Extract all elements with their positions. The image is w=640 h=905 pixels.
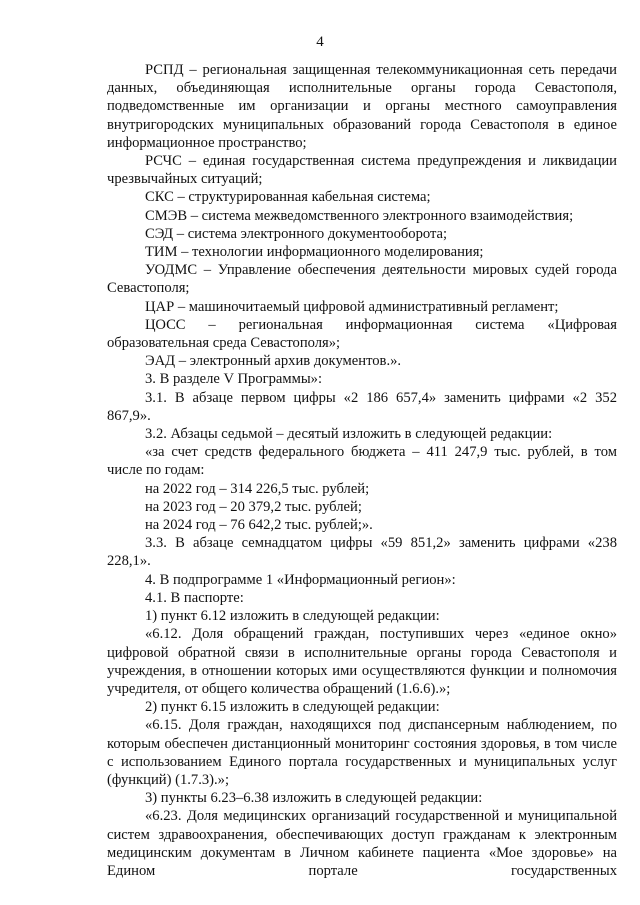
paragraph: РСПД – региональная защищенная телекоммуникационная сеть передачи данных, объединяющая исполнительные органы города Севастополя, подведомственные им организации и органы местного самоуправления внутригородских муниципальных образований города Севастополя в единое информационное пространство; <box>107 62 617 151</box>
paragraph: ТИМ – технологии информационного моделирования; <box>145 244 484 261</box>
paragraph: на 2022 год – 314 226,5 тыс. рублей; <box>145 480 370 497</box>
paragraph: ЦОСС – региональная информационная система «Цифровая образовательная среда Севастополя»; <box>107 316 617 352</box>
paragraph: 3.1. В абзаце первом цифры «2 186 657,4» заменить цифрами «2 352 867,9». <box>107 389 617 424</box>
paragraph: 2) пункт 6.15 изложить в следующей редакции: <box>145 699 440 716</box>
paragraph: ЦАР – машиночитаемый цифровой административный регламент; <box>145 298 559 315</box>
paragraph: 4.1. В паспорте: <box>145 589 244 606</box>
paragraph: 3.2. Абзацы седьмой – десятый изложить в следующей редакции: <box>145 426 553 443</box>
paragraph: 3. В разделе V Программы»: <box>145 371 323 388</box>
paragraph: СКС – структурированная кабельная система; <box>145 189 431 206</box>
paragraph: «6.12. Доля обращений граждан, поступивших через «единое окно» цифровой обратной связи в исполнительные органы города Севастополя и учреждения, в отношении которых ими осуществляются функции и полномочия учредителя, от общего количества обращений (1.6.6).»; <box>107 626 617 697</box>
paragraph: УОДМС – Управление обеспечения деятельности мировых судей города Севастополя; <box>107 262 617 297</box>
paragraph: ЭАД – электронный архив документов.». <box>145 353 402 370</box>
paragraph: на 2023 год – 20 379,2 тыс. рублей; <box>145 498 362 515</box>
document-body <box>107 61 617 880</box>
paragraph: «6.23. Доля медицинских организаций государственной и муниципальной систем здравоохранения, обеспечивающих доступ гражданам к электронным медицинским документам в Личном кабинете пациента «Мое здоровье» на Едином портале государственных <box>107 808 617 879</box>
paragraph: СМЭВ – система межведомственного электронного взаимодействия; <box>145 207 574 224</box>
paragraph: «за счет средств федерального бюджета – 411 247,9 тыс. рублей, в том числе по годам: <box>107 444 617 479</box>
paragraph: 3.3. В абзаце семнадцатом цифры «59 851,2» заменить цифрами «238 228,1». <box>107 535 617 570</box>
paragraph: 4. В подпрограмме 1 «Информационный регион»: <box>145 571 456 588</box>
paragraph: РСЧС – единая государственная система предупреждения и ликвидации чрезвычайных ситуаций; <box>107 153 617 188</box>
paragraph: СЭД – система электронного документооборота; <box>145 225 448 242</box>
paragraph: «6.15. Доля граждан, находящихся под диспансерным наблюдением, по которым обеспечен дистанционный мониторинг состояния здоровья, в том числе с использованием Единого портала государственных и муниципальных услуг (функций) (1.7.3).»; <box>107 717 617 788</box>
paragraph: 3) пункты 6.23–6.38 изложить в следующей редакции: <box>145 790 483 807</box>
page-number: 4 <box>316 34 324 50</box>
paragraph: 1) пункт 6.12 изложить в следующей редакции: <box>145 608 440 625</box>
paragraph: на 2024 год – 76 642,2 тыс. рублей;». <box>145 517 373 534</box>
